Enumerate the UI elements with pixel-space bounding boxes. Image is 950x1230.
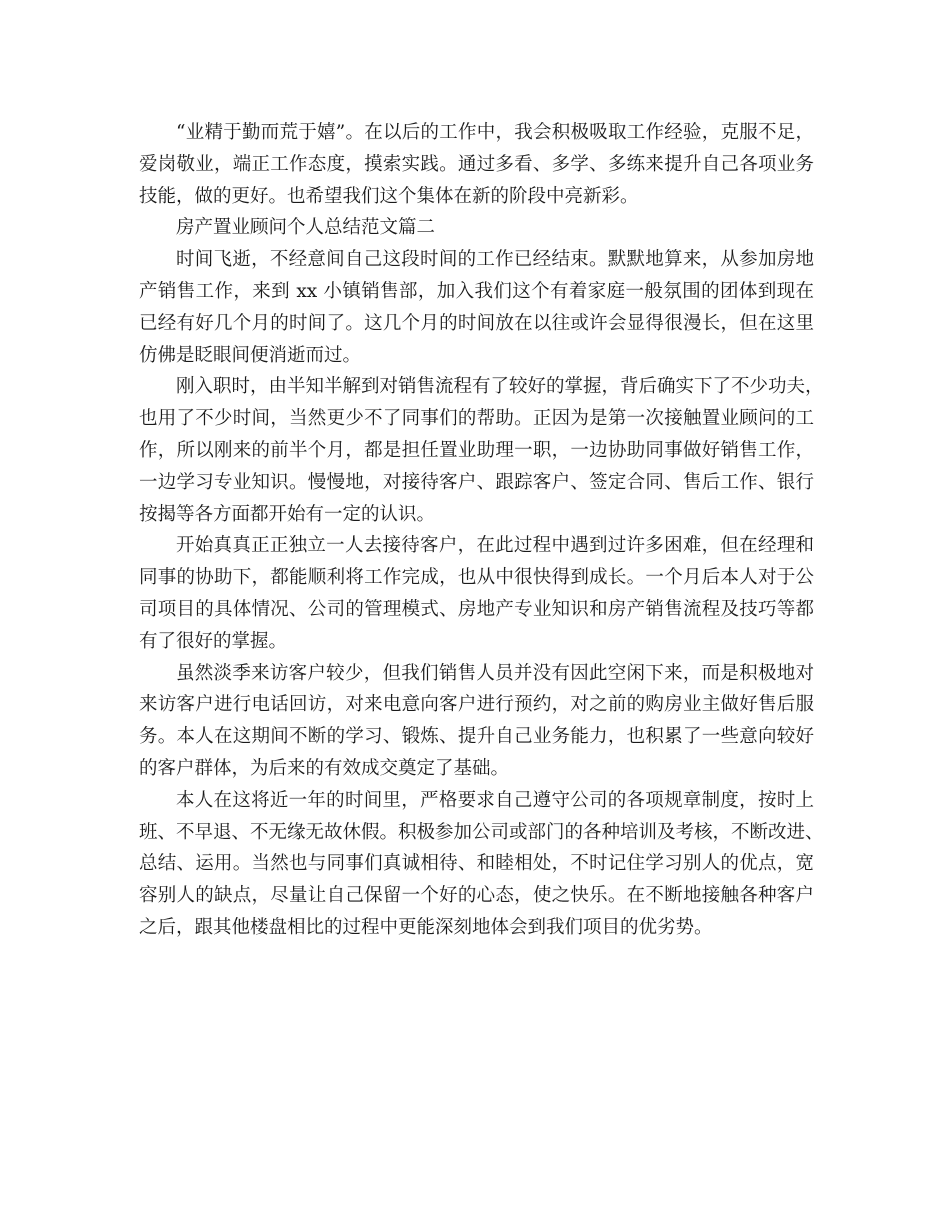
paragraph-first-line: 刚入职时，由半知半解到对销售流程有了较好的掌握，背后确实下了不少功夫， <box>176 376 824 398</box>
text-line: 之后，跟其他楼盘相比的过程中更能深刻地体会到我们项目的优劣势。 <box>139 916 713 938</box>
text-line: 务。本人在这期间不断的学习、锻炼、提升自己业务能力，也积累了一些意向较好 <box>139 726 814 748</box>
text-line: 作，所以刚来的前半个月，都是担任置业助理一职，一边协助同事做好销售工作， <box>139 439 814 461</box>
paragraph-first-line: 虽然淡季来访客户较少，但我们销售人员并没有因此空闲下来，而是积极地对 <box>176 662 814 684</box>
text-line: 也用了不少时间，当然更少不了同事们的帮助。正因为是第一次接触置业顾问的工 <box>139 408 814 430</box>
text-line: 已经有好几个月的时间了。这几个月的时间放在以往或许会显得很漫长，但在这里 <box>139 312 814 334</box>
text-line: 按揭等各方面都开始有一定的认识。 <box>139 503 436 525</box>
text-line: 同事的协助下，都能顺利将工作完成，也从中很快得到成长。一个月后本人对于公 <box>139 567 814 589</box>
text-line: 容别人的缺点，尽量让自己保留一个好的心态，使之快乐。在不断地接触各种客户 <box>139 885 814 907</box>
text-line: 一边学习专业知识。慢慢地，对接待客户、跟踪客户、签定合同、售后工作、银行 <box>139 471 814 493</box>
text-line: 司项目的具体情况、公司的管理模式、房地产专业知识和房产销售流程及技巧等都 <box>139 598 814 620</box>
paragraph-first-line: 时间飞逝，不经意间自己这段时间的工作已经结束。默默地算来，从参加房地 <box>176 249 814 271</box>
text-line: 产销售工作，来到 xx 小镇销售部，加入我们这个有着家庭一般氛围的团体到现在 <box>139 280 814 302</box>
text-line: 仿佛是眨眼间便消逝而过。 <box>139 344 362 366</box>
text-line: 技能，做的更好。也希望我们这个集体在新的阶段中亮新彩。 <box>139 185 639 207</box>
document-body <box>139 117 824 944</box>
text-line: 班、不早退、不无缘无故休假。积极参加公司或部门的各种培训及考核，不断改进、 <box>139 821 824 843</box>
paragraph-first-line: 本人在这将近一年的时间里，严格要求自己遵守公司的各项规章制度，按时上 <box>176 789 814 811</box>
text-line: 有了很好的掌握。 <box>139 630 288 652</box>
text-line: 爱岗敬业，端正工作态度，摸索实践。通过多看、多学、多练来提升自己各项业务 <box>139 153 814 175</box>
text-line: 总结、运用。当然也与同事们真诚相待、和睦相处，不时记住学习别人的优点，宽 <box>139 853 814 875</box>
paragraph-first-line: 开始真真正正独立一人去接待客户，在此过程中遇到过许多困难，但在经理和 <box>176 535 814 557</box>
paragraph-first-line: “业精于勤而荒于嬉”。在以后的工作中，我会积极吸取工作经验，克服不足， <box>176 122 814 143</box>
text-line: 来访客户进行电话回访，对来电意向客户进行预约，对之前的购房业主做好售后服 <box>139 694 814 716</box>
paragraph-first-line: 房产置业顾问个人总结范文篇二 <box>176 217 436 239</box>
text-line: 的客户群体，为后来的有效成交奠定了基础。 <box>139 757 510 779</box>
